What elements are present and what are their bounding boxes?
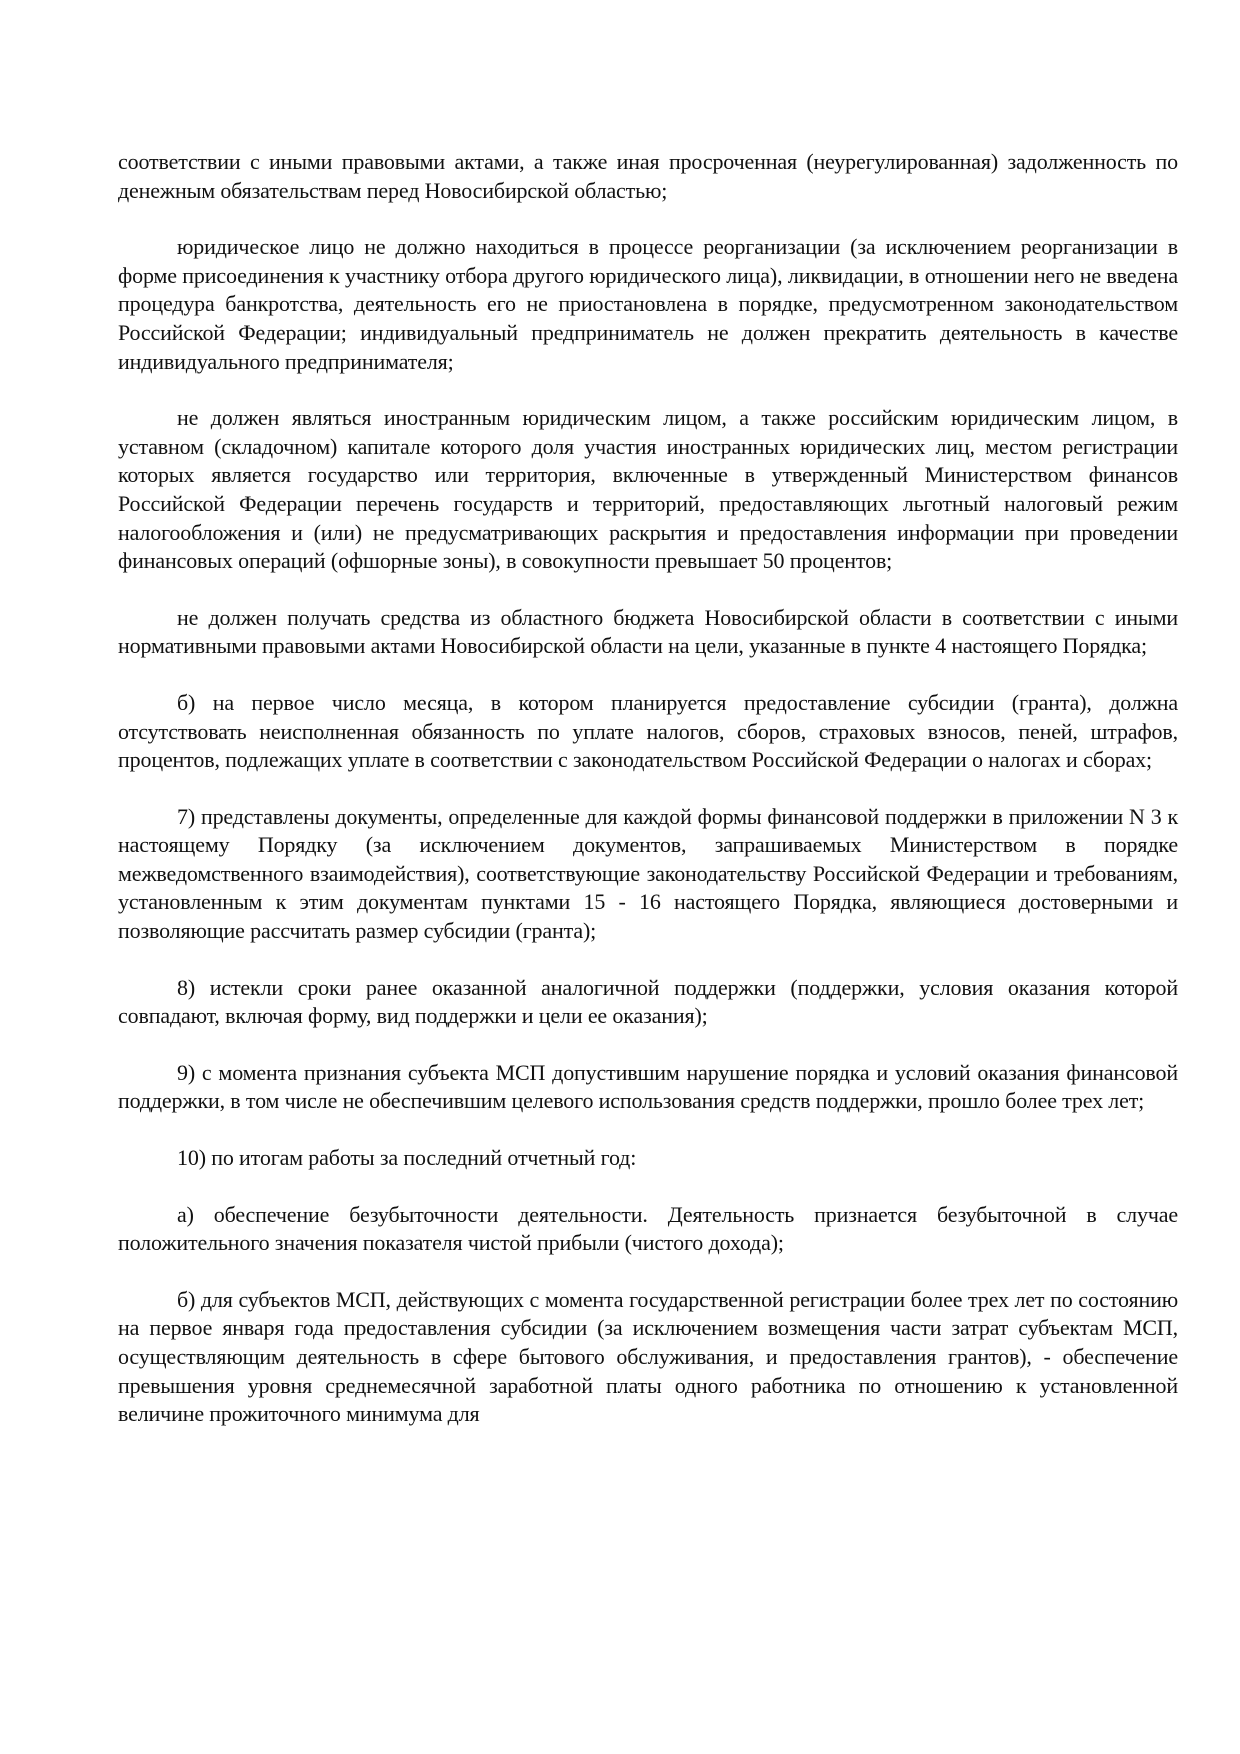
paragraph-reorganization: юридическое лицо не должно находиться в процессе реорганизации (за исключением реорганизации в форме присоединения к участнику отбора другого юридического лица), ликвидации, в отношении него не введена процедура банкротства, деятельность его не приостановлена в порядке, предусмотренном законодательством Российской Федерации; индивидуальный предприниматель не должен прекратить деятельность в качестве индивидуального предпринимателя; [118, 234, 1178, 374]
paragraph-regional-budget: не должен получать средства из областного бюджета Новосибирской области в соответствии с иными нормативными правовыми актами Новосибирской области на цели, указанные в пункте 4 настоящего Порядка; [118, 604, 1178, 659]
paragraph-tax-obligations: б) на первое число месяца, в котором планируется предоставление субсидии (гранта), должна отсутствовать неисполненная обязанность по уплате налогов, сборов, страховых взносов, пеней, штрафов, процентов, подлежащих уплате в соответствии с законодательством Российской Федерации о налогах и сборах; [118, 689, 1178, 773]
paragraph-item-9-violation: 9) с момента признания субъекта МСП допустившим нарушение порядка и условий оказания финансовой поддержки, в том числе не обеспечившим целевого использования средств поддержки, прошло более трех лет; [118, 1059, 1178, 1114]
paragraph-item-10a-profitability: а) обеспечение безубыточности деятельности. Деятельность признается безубыточной в случае положительного значения показателя чистой прибыли (чистого дохода); [118, 1201, 1178, 1256]
paragraph-item-7-documents: 7) представлены документы, определенные для каждой формы финансовой поддержки в приложении N 3 к настоящему Порядку (за исключением документов, запрашиваемых Министерством в порядке межведомственного взаимодействия), соответствующие законодательству Российской Федерации и требованиям, установленным к этим документам пунктами 15 - 16 настоящего Порядка, являющиеся достоверными и позволяющие рассчитать размер субсидии (гранта); [118, 803, 1178, 944]
paragraph-foreign-entity: не должен являться иностранным юридическим лицом, а также российским юридическим лицом, в уставном (складочном) капитале которого доля участия иностранных юридических лиц, местом регистрации которых является государство или территория, включенные в утвержденный Министерством финансов Российской Федерации перечень государств и территорий, предоставляющих льготный налоговый режим налогообложения и (или) не предусматривающих раскрытия и предоставления информации при проведении финансовых операций (офшорные зоны), в совокупности превышает 50 процентов; [118, 405, 1178, 574]
document-page [118, 148, 1178, 1457]
paragraph-item-10b-salary: б) для субъектов МСП, действующих с момента государственной регистрации более трех лет по состоянию на первое января года предоставления субсидии (за исключением возмещения части затрат субъектам МСП, осуществляющим деятельность в сфере бытового обслуживания, и предоставления грантов), - обеспечение превышения уровня среднемесячной заработной платы одного работника по отношению к установленной величине прожиточного минимума для [118, 1286, 1178, 1427]
paragraph-debt-continuation: соответствии с иными правовыми актами, а также иная просроченная (неурегулированная) задолженность по денежным обязательствам перед Новосибирской областью; [118, 149, 1178, 203]
paragraph-item-10-results: 10) по итогам работы за последний отчетный год: [177, 1145, 637, 1171]
paragraph-item-8-previous-support: 8) истекли сроки ранее оказанной аналогичной поддержки (поддержки, условия оказания которой совпадают, включая форму, вид поддержки и цели ее оказания); [118, 974, 1178, 1029]
